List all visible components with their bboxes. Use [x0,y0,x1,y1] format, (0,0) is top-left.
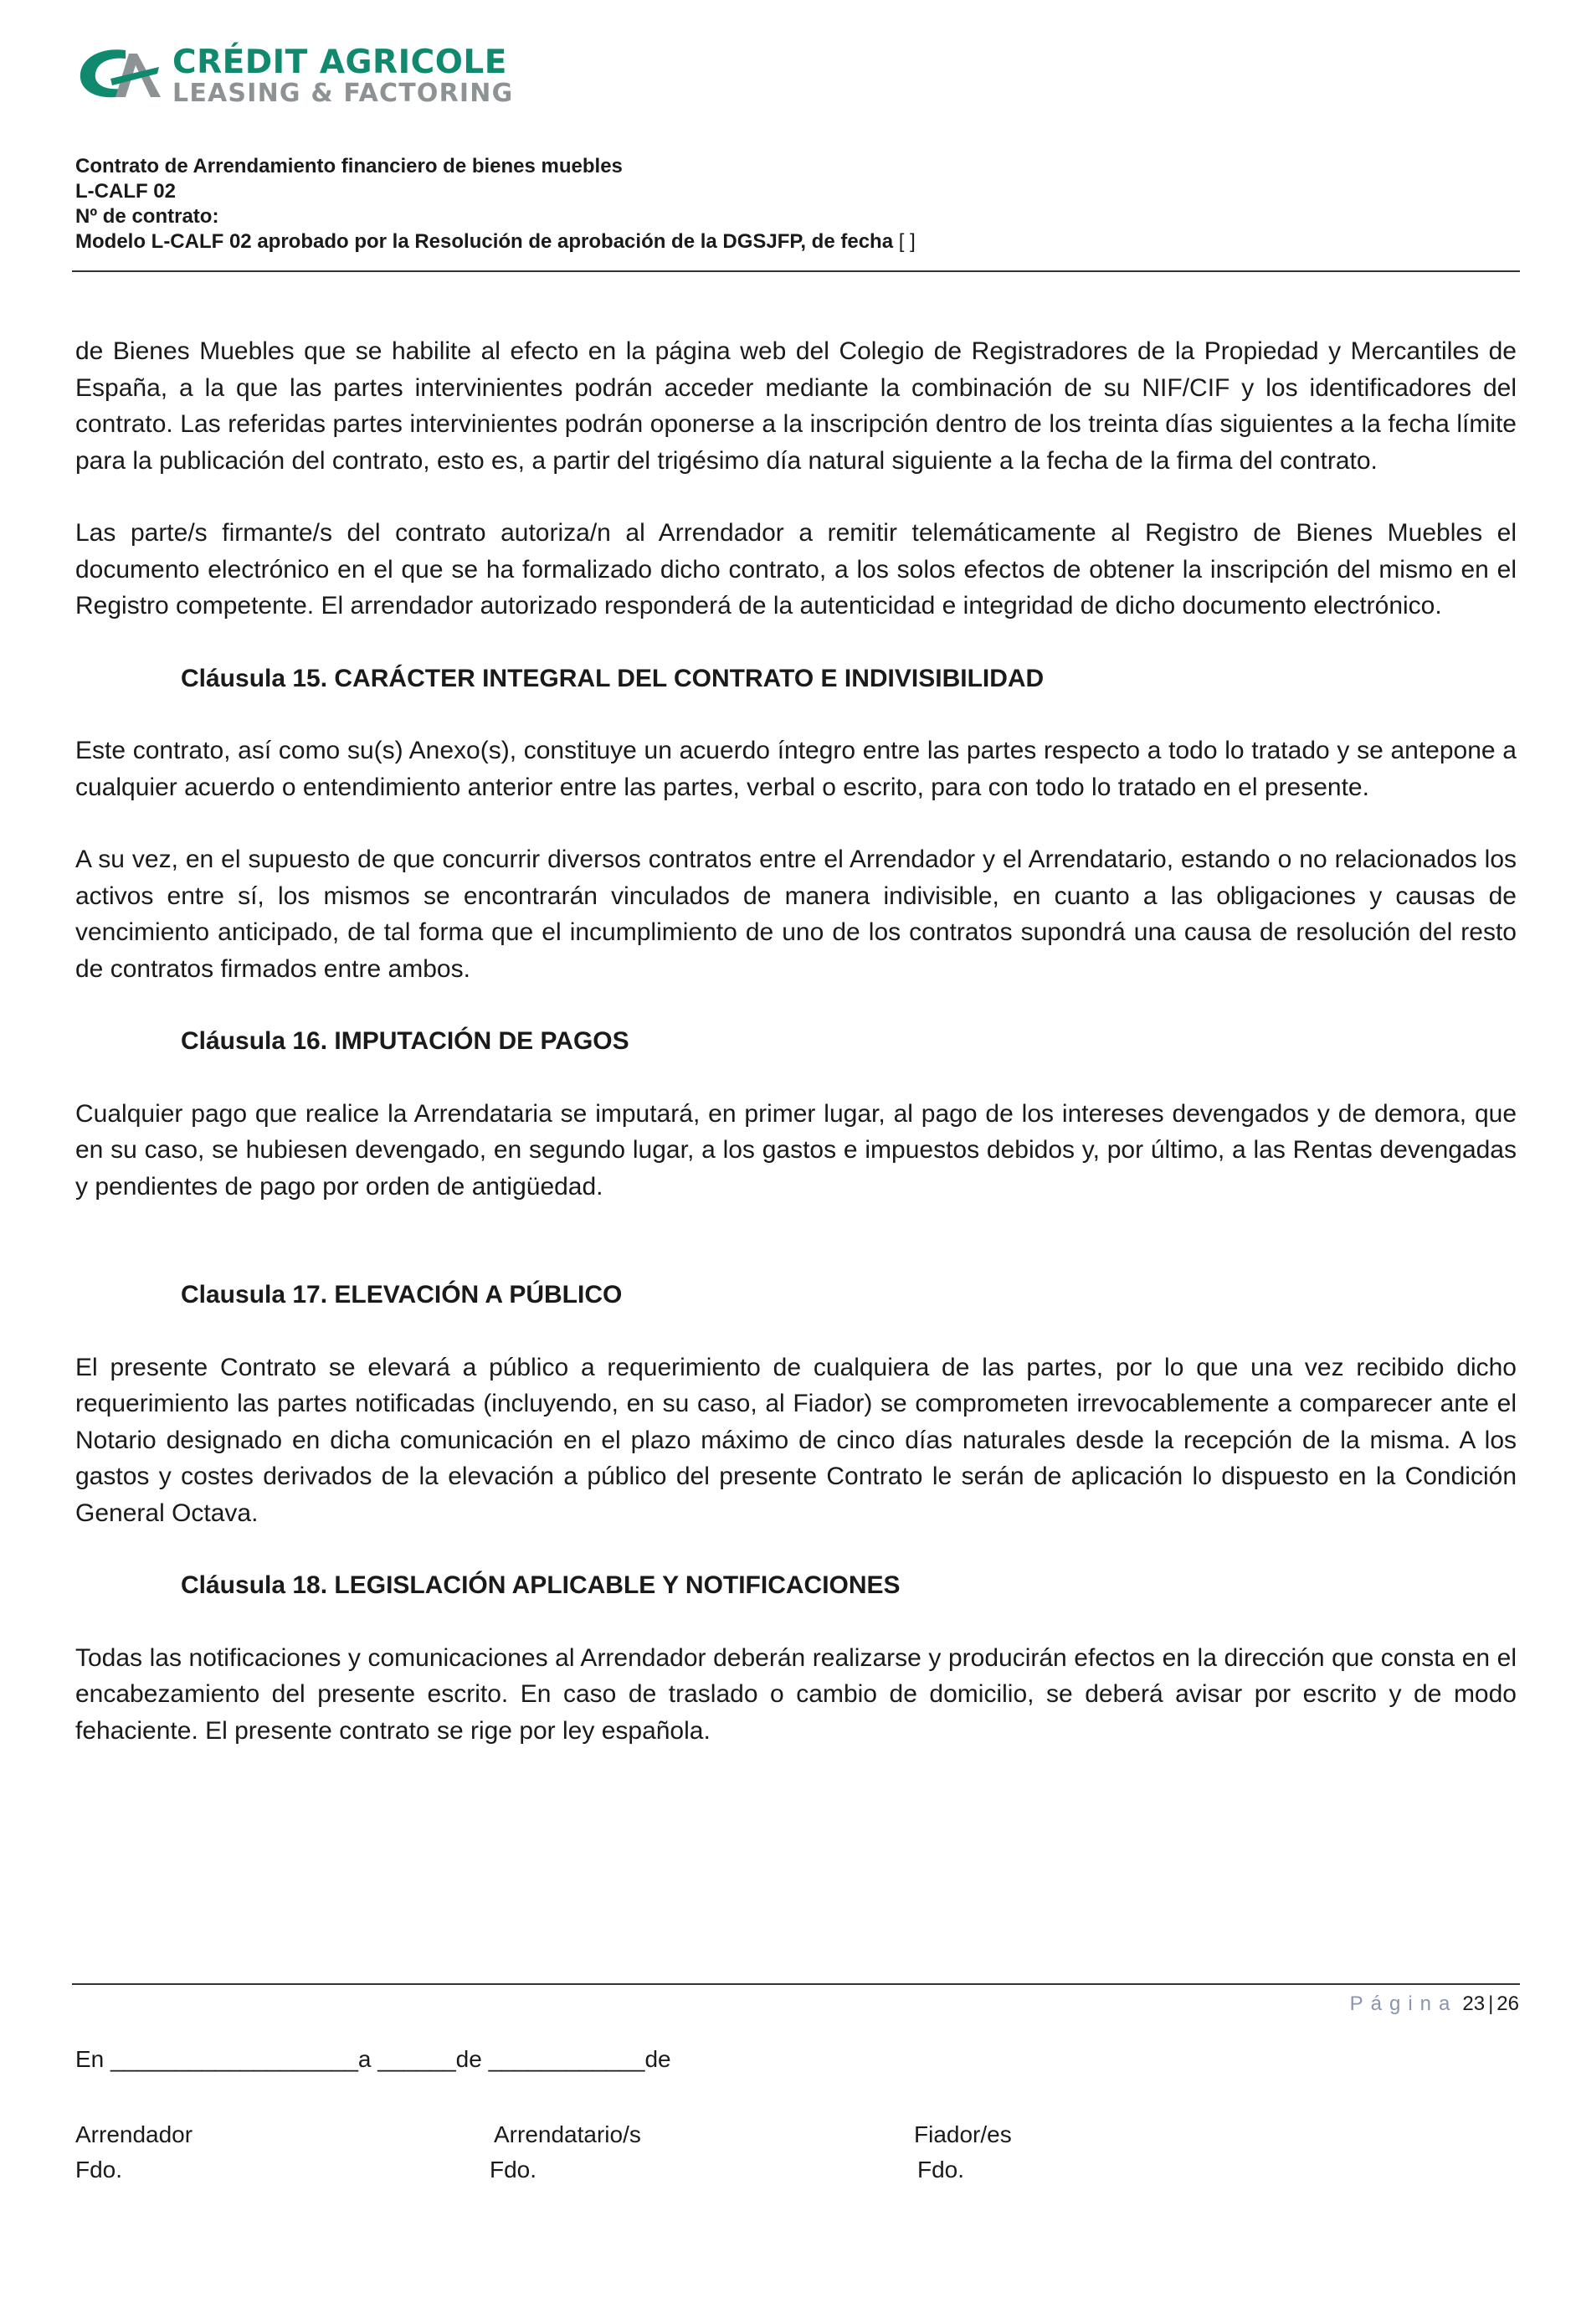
signature-fiador-fdo: Fdo. [917,2157,965,2183]
document-body [75,333,1517,1749]
signature-arrendador-fdo: Fdo. [75,2157,123,2183]
header-model [75,229,1515,255]
page-separator: | [1488,1992,1494,2015]
ca-emblem-icon [77,45,164,105]
clause-18-heading: Cláusula 18. LEGISLACIÓN APLICABLE Y NOTIFICACIONES [181,1571,901,1599]
clause-16-paragraph-1: Cualquier pago que realice la Arrendataria se imputará, en primer lugar, al pago de los intereses devengados y de demora, que en su caso, se hubiesen devengado, en segundo lugar, a los gastos e impuestos debidos y, por último, a las Rentas devengadas y pendientes de pago por orden de antigüedad. [75,1099,1517,1201]
company-logo [77,40,579,111]
page-current: 23 [1462,1992,1486,2015]
clause-15-paragraph-1: Este contrato, así como su(s) Anexo(s), constituye un acuerdo íntegro entre las partes respecto a todo lo tratado y se antepone a cualquier acuerdo o entendimiento anterior entre las partes, verbal o escrito, para con todo lo tratado en el presente. [75,737,1517,801]
signature-arrendador-label: Arrendador [75,2121,193,2147]
signature-fiador-label: Fiador/es [914,2121,1012,2147]
header-code: L-CALF 02 [75,180,176,203]
header-model-text: Modelo L-CALF 02 aprobado por la Resolución de aprobación de la DGSJFP, de fecha [75,230,894,253]
paragraph-registro-continuation: de Bienes Muebles que se habilite al efecto en la página web del Colegio de Registradores de la Propiedad y Mercantiles de España, a la que las partes intervinientes podrán acceder mediante la combinación de su NIF/CIF y los identificadores del contrato. Las referidas partes intervinientes podrán oponerse a la inscripción dentro de los treinta días siguientes a la fecha límite para la publicación del contrato, esto es, a partir del trigésimo día natural siguiente a la fecha de la firma del contrato. [75,337,1517,475]
header-date-placeholder: [ ] [898,230,916,253]
logo-text-secondary: LEASING & FACTORING [172,79,514,108]
signature-arrendatario-label: Arrendatario/s [494,2121,641,2147]
header-title: Contrato de Arrendamiento financiero de bienes muebles [75,155,623,177]
clause-16-heading: Cláusula 16. IMPUTACIÓN DE PAGOS [181,1027,629,1055]
header-contract-number: Nº de contrato: [75,205,219,228]
clause-15-paragraph-2: A su vez, en el supuesto de que concurrir diversos contratos entre el Arrendador y el Arrendatario, estando o no relacionados los activos entre sí, los mismos se encontrarán vinculados de manera indivisible, en cuanto a las obligaciones y causas de vencimiento anticipado, de tal forma que el incumplimiento de uno de los contratos supondrá una causa de resolución del resto de contratos firmados entre ambos. [75,846,1517,983]
logo-text-primary: CRÉDIT AGRICOLE [172,44,507,81]
page-number [1350,1992,1519,2016]
footer-divider [72,1983,1520,1985]
clause-17-heading: Clausula 17. ELEVACIÓN A PÚBLICO [181,1281,623,1309]
header-divider [72,270,1520,272]
signature-arrendatario-fdo: Fdo. [490,2157,537,2183]
page-label: Página [1349,1992,1458,2015]
clause-15-heading: Cláusula 15. CARÁCTER INTEGRAL DEL CONTRATO E INDIVISIBILIDAD [181,664,1045,692]
clause-17-paragraph-1: El presente Contrato se elevará a público a requerimiento de cualquiera de las partes, por lo que una vez recibido dicho requerimiento las partes notificadas (incluyendo, en su caso, al Fiador) se comprometen irrevocablemente a comparecer ante el Notario designado en dicha comunicación en el plazo máximo de cinco días naturales desde la recepción de la misma. A los gastos y costes derivados de la elevación a público del presente Contrato le serán de aplicación lo dispuesto en la Condición General Octava. [75,1353,1517,1527]
document-header [75,154,1515,255]
paragraph-autorizacion-telematica: Las parte/s firmante/s del contrato autoriza/n al Arrendador a remitir telemáticamente al Registro de Bienes Muebles el documento electrónico en el que se ha formalizado dicho contrato, a los solos efectos de obtener la inscripción del mismo en el Registro competente. El arrendador autorizado responderá de la autenticidad e integridad de dicho documento electrónico. [75,519,1517,620]
clause-18-paragraph-1: Todas las notificaciones y comunicaciones al Arrendador deberán realizarse y producirán efectos en la dirección que consta en el encabezamiento del presente escrito. En caso de traslado o cambio de domicilio, se deberá avisar por escrito y de modo fehaciente. El presente contrato se rige por ley española. [75,1643,1517,1745]
page-total: 26 [1496,1992,1519,2015]
signature-place-date: En ___________________a ______de ____________de [75,2046,671,2072]
